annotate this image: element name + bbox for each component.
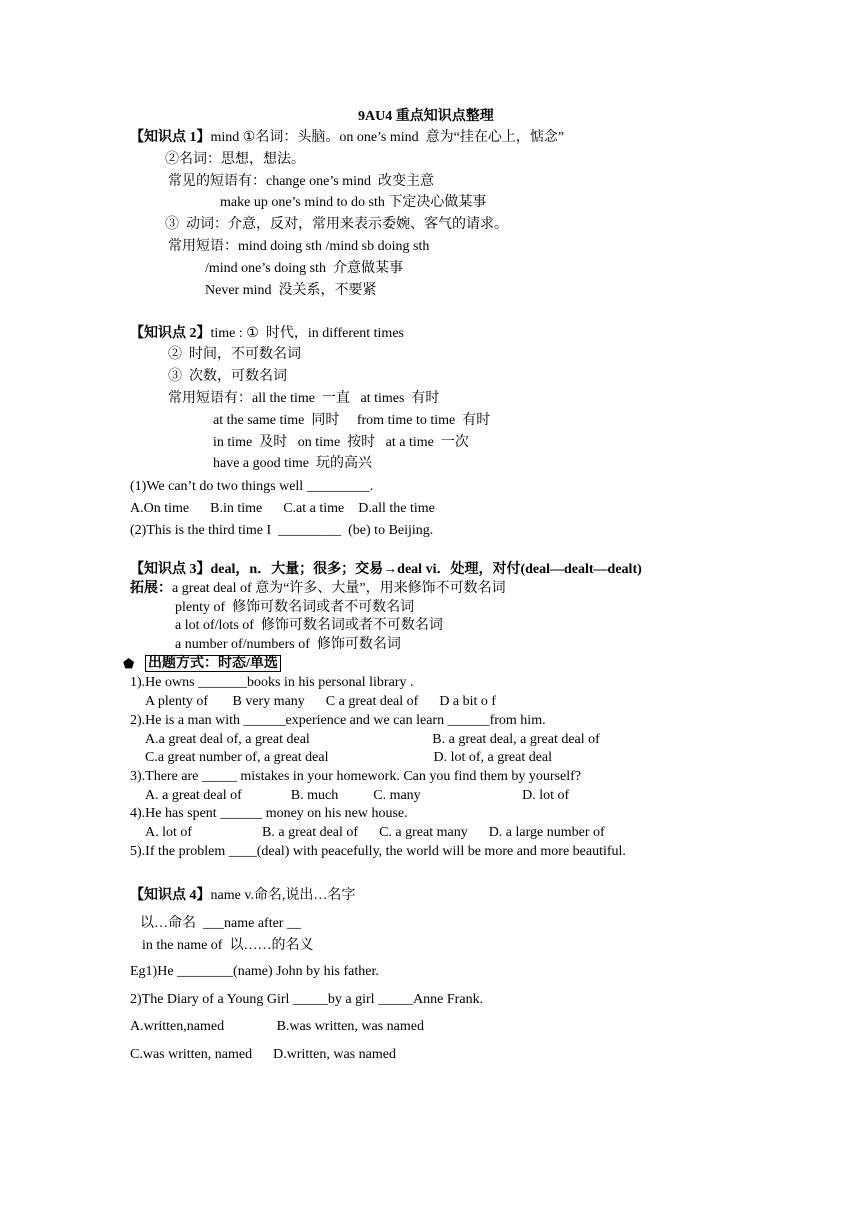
kp1-text: mind ①名词：头脑。on one’s mind 意为“挂在心上，惦念”: [210, 130, 565, 145]
kp3-exercise: A. a great deal of B. much C. many D. lot of: [145, 788, 570, 803]
kp3-exercise: 3).There are _____ mistakes in your homework. Can you find them by yourself?: [130, 769, 582, 784]
kp4-line: [130, 887, 355, 905]
kp3-exercise: 4).He has spent ______ money on his new house.: [130, 806, 408, 821]
kp1-line: ②名词：思想，想法。: [165, 152, 305, 167]
kp2-line: in time 及时 on time 按时 at a time 一次: [213, 435, 469, 450]
kp3-extend-text: a great deal of 意为“许多、大量”，用来修饰不可数名词: [172, 581, 506, 596]
kp2-line: 常用短语有：all the time 一直 at times 有时: [168, 391, 440, 406]
kp3-exercise: 2).He is a man with ______experience and we can learn ______from him.: [130, 713, 546, 728]
kp2-line: at the same time 同时 from time to time 有时: [213, 413, 491, 428]
kp1-line: [130, 129, 564, 147]
kp1-line: make up one’s mind to do sth 下定决心做某事: [220, 195, 487, 210]
kp2-exercise: (1)We can’t do two things well _________.: [130, 479, 374, 494]
kp2-line: have a good time 玩的高兴: [213, 456, 373, 471]
kp3-heading: [130, 561, 642, 579]
kp2-exercise: (2)This is the third time I _________ (be) to Beijing.: [130, 523, 434, 538]
kp3-exercise: A. lot of B. a great deal of C. a great many D. a large number of: [145, 825, 605, 840]
kp1-line: 常见的短语有：change one’s mind 改变主意: [168, 174, 434, 189]
kp1-line: /mind one’s doing sth 介意做某事: [205, 261, 403, 276]
kp4-exercise: C.was written, named D.written, was named: [130, 1047, 396, 1062]
kp2-line: [130, 325, 404, 343]
question-type-line: [145, 655, 281, 673]
kp2-line: ③ 次数，可数名词: [168, 369, 287, 384]
kp3-label: 【知识点 3】: [130, 562, 211, 577]
kp3-exercise: 5).If the problem ____(deal) with peacefully, the world will be more and more beautiful.: [130, 844, 626, 859]
kp2-exercise: A.On time B.in time C.at a time D.all the time: [130, 501, 435, 516]
kp1-line: 常用短语：mind doing sth /mind sb doing sth: [168, 239, 430, 254]
kp3-exercise: C.a great number of, a great deal D. lot of, a great deal: [145, 750, 553, 765]
kp2-line: ② 时间，不可数名词: [168, 347, 301, 362]
kp3-line: a number of/numbers of 修饰可数名词: [175, 637, 401, 652]
kp4-line: 以…命名 ___name after __: [140, 916, 301, 931]
kp3-exercise: A.a great deal of, a great deal B. a great deal, a great deal of: [145, 732, 600, 747]
kp4-exercise: 2)The Diary of a Young Girl _____by a girl _____Anne Frank.: [130, 992, 484, 1007]
kp2-label: 【知识点 2】: [130, 326, 211, 341]
kp1-line: Never mind 没关系，不要紧: [205, 283, 377, 298]
kp3-line: [130, 580, 506, 598]
kp4-exercise: A.written,named B.was written, was named: [130, 1019, 424, 1034]
page-title: 9AU4 重点知识点整理: [358, 109, 494, 124]
kp3-text: deal，n．大量；很多；交易→deal vi．处理，对付(deal—dealt—dealt): [210, 562, 642, 577]
kp3-exercise: A plenty of B very many C a great deal of D a bit o f: [145, 694, 497, 709]
kp3-line: plenty of 修饰可数名词或者不可数名词: [175, 600, 415, 615]
bullet-icon: ⬟: [123, 656, 135, 671]
kp3-exercise: 1).He owns _______books in his personal library .: [130, 675, 414, 690]
kp1-label: 【知识点 1】: [130, 130, 211, 145]
kp1-line: ③ 动词：介意，反对，常用来表示委婉、客气的请求。: [165, 217, 508, 232]
question-type-box: 出题方式：时态/单选: [145, 655, 281, 672]
kp4-label: 【知识点 4】: [130, 888, 211, 903]
kp4-exercise: Eg1)He ________(name) John by his father.: [130, 964, 379, 979]
kp2-text: time : ① 时代，in different times: [210, 326, 404, 341]
kp4-line: in the name of 以……的名义: [142, 938, 314, 953]
kp3-extend-label: 拓展：: [130, 581, 172, 596]
kp4-text: name v.命名,说出…名字: [210, 888, 356, 903]
kp3-line: a lot of/lots of 修饰可数名词或者不可数名词: [175, 618, 443, 633]
